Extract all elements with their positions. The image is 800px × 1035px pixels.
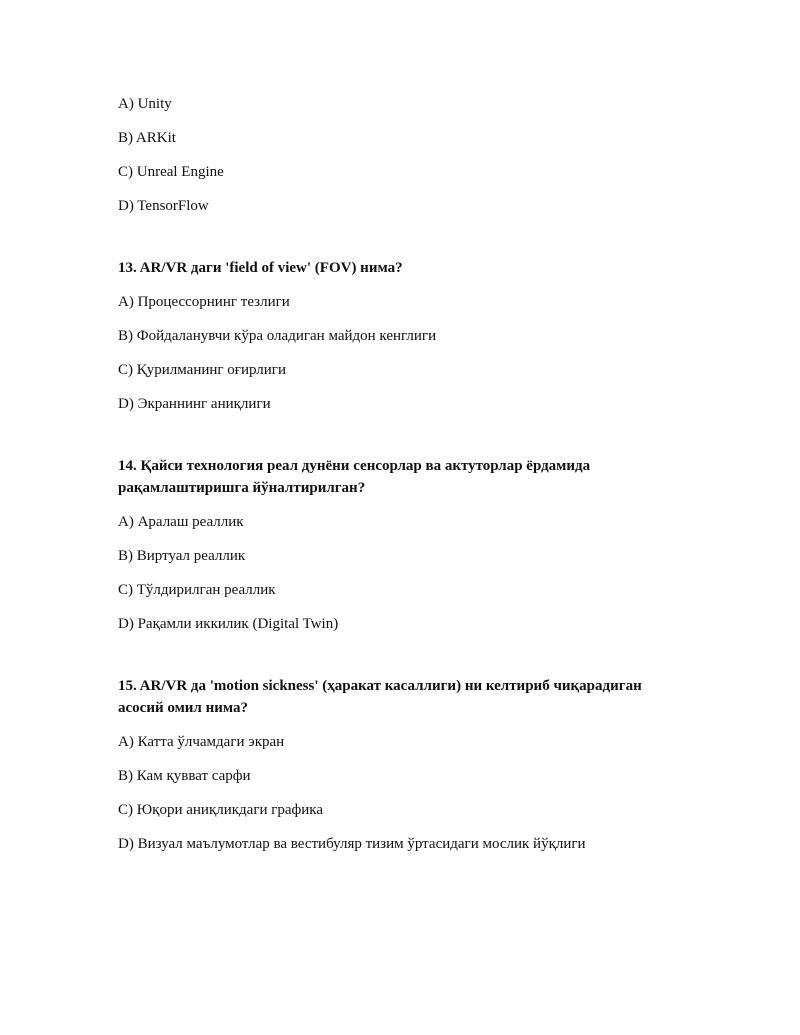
option-c: C) Unreal Engine xyxy=(118,164,224,180)
option-a: A) Катта ўлчамдаги экран xyxy=(118,734,285,750)
previous-question-options xyxy=(118,93,682,217)
option-b: B) Кам қувват сарфи xyxy=(118,768,251,784)
option-a: A) Unity xyxy=(118,96,172,112)
question-13 xyxy=(118,257,682,415)
option-a: A) Аралаш реаллик xyxy=(118,514,244,530)
question-title: 14. Қайси технология реал дунёни сенсорлар ва актуторлар ёрдамида рақамлаштиришга йўналтирилган? xyxy=(118,458,591,496)
option-a: A) Процессорнинг тезлиги xyxy=(118,294,290,310)
option-c: C) Тўлдирилган реаллик xyxy=(118,582,276,598)
option-d: D) TensorFlow xyxy=(118,198,209,214)
question-15 xyxy=(118,675,682,855)
question-title: 15. AR/VR да 'motion sickness' (ҳаракат касаллиги) ни келтириб чиқарадиган асосий омил нима? xyxy=(118,678,642,716)
option-d: D) Визуал маълумотлар ва вестибуляр тизим ўртасидаги мослик йўқлиги xyxy=(118,836,586,852)
option-d: D) Рақамли иккилик (Digital Twin) xyxy=(118,616,339,632)
option-b: B) Фойдаланувчи кўра оладиган майдон кенглиги xyxy=(118,328,437,344)
option-c: C) Қурилманинг оғирлиги xyxy=(118,362,286,378)
question-14 xyxy=(118,455,682,635)
option-d: D) Экраннинг аниқлиги xyxy=(118,396,271,412)
option-c: C) Юқори аниқликдаги графика xyxy=(118,802,324,818)
question-title: 13. AR/VR даги 'field of view' (FOV) нима? xyxy=(118,260,403,276)
option-b: B) Виртуал реаллик xyxy=(118,548,246,564)
option-b: B) ARKit xyxy=(118,130,176,146)
